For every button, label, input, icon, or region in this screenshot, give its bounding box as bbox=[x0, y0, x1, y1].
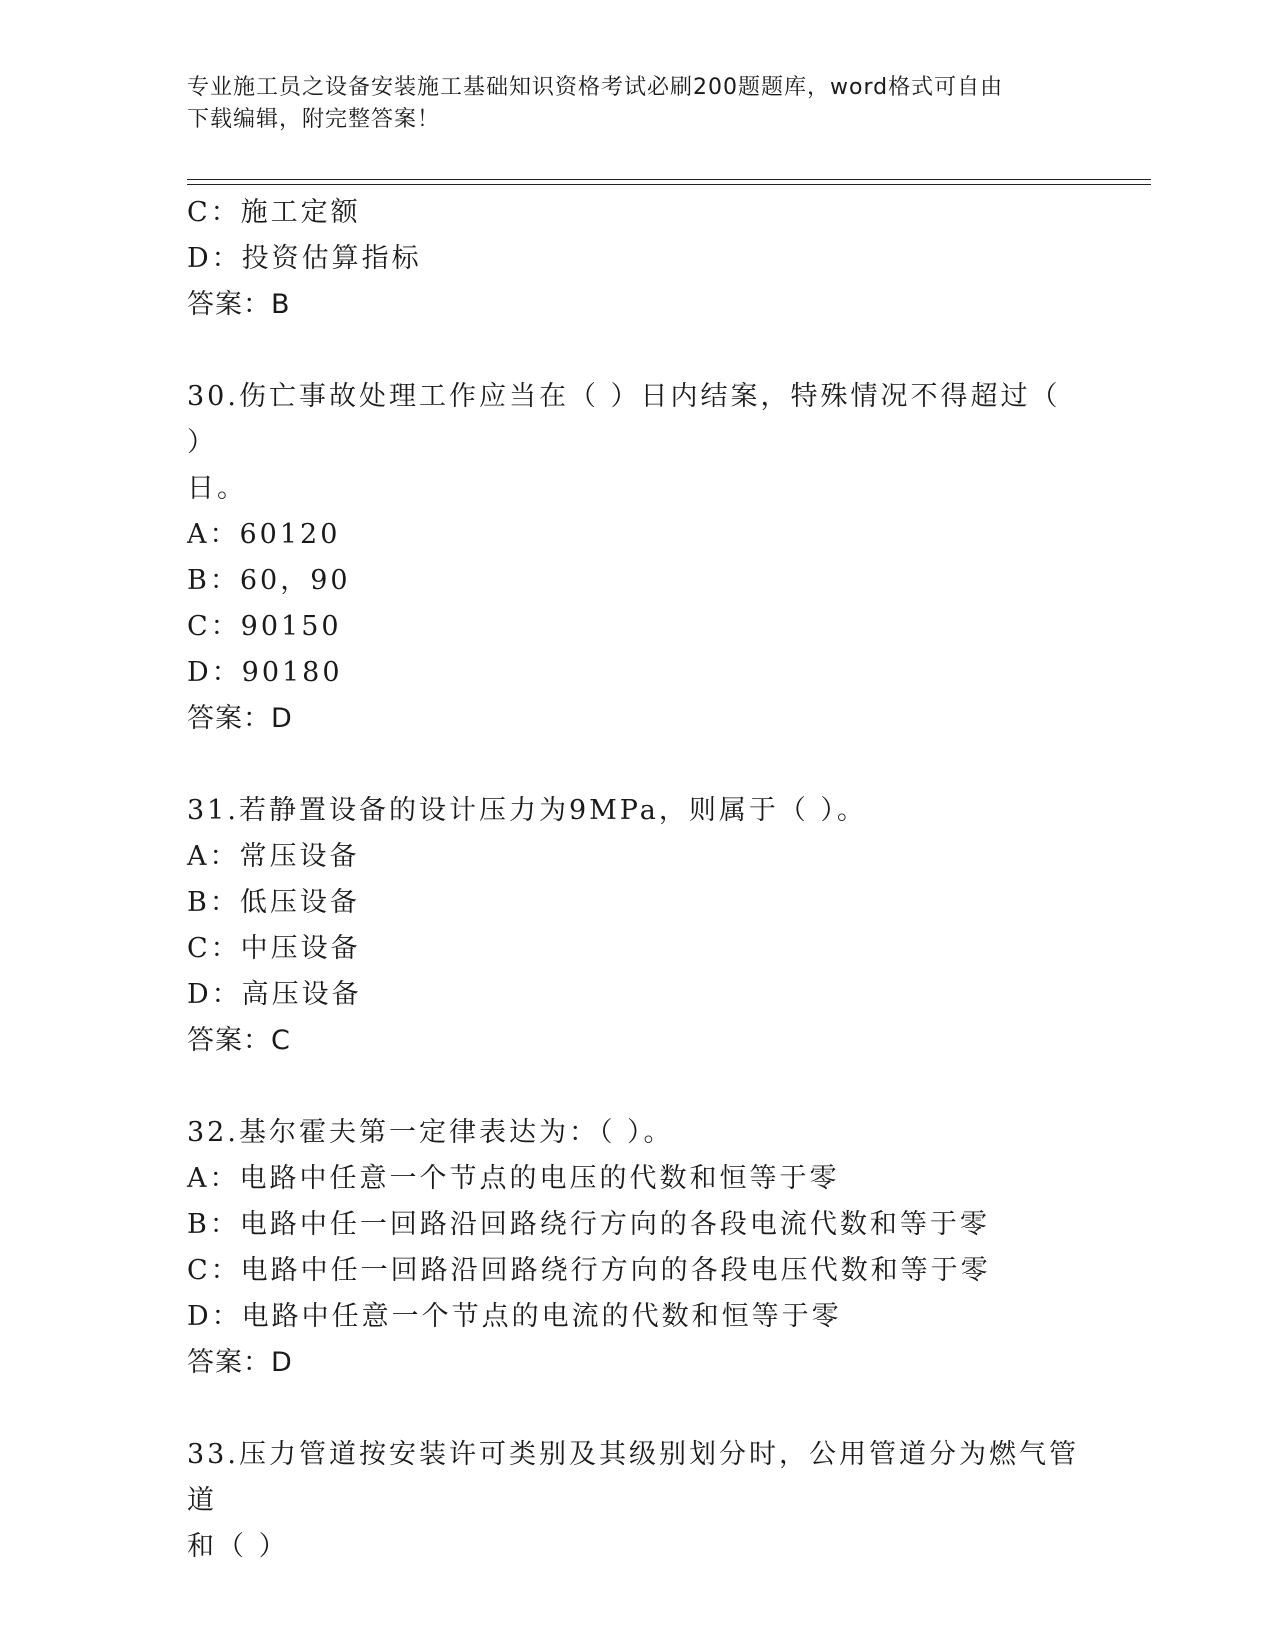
question-stem-line1: 32.基尔霍夫第一定律表达为：（ ）。 bbox=[187, 1117, 674, 1148]
page-header bbox=[187, 72, 1087, 136]
option-c: C：90150 bbox=[187, 611, 342, 642]
spacer bbox=[187, 1386, 1087, 1432]
question-30 bbox=[187, 374, 1087, 742]
question-31 bbox=[187, 788, 1087, 1064]
option-c: C：施工定额 bbox=[187, 197, 361, 228]
option-b: B：60，90 bbox=[187, 565, 351, 596]
option-c: C：电路中任一回路沿回路绕行方向的各段电压代数和等于零 bbox=[187, 1255, 991, 1286]
answer-line: 答案：D bbox=[187, 1347, 293, 1378]
option-b: B：电路中任一回路沿回路绕行方向的各段电流代数和等于零 bbox=[187, 1209, 990, 1240]
option-d: D：高压设备 bbox=[187, 979, 362, 1010]
option-b: B：低压设备 bbox=[187, 887, 360, 918]
answer-line: 答案：B bbox=[187, 289, 291, 320]
answer-line: 答案：C bbox=[187, 1025, 291, 1056]
option-d: D：90180 bbox=[187, 657, 343, 688]
header-divider-top bbox=[187, 179, 1151, 180]
question-list bbox=[187, 190, 1087, 1570]
option-d: D：投资估算指标 bbox=[187, 243, 422, 274]
spacer bbox=[187, 328, 1087, 374]
question-stem-line2: 日。 bbox=[187, 473, 247, 504]
question-stem-line1: 30.伤亡事故处理工作应当在（ ）日内结案，特殊情况不得超过（ ） bbox=[187, 381, 1061, 458]
question-stem-line1: 33.压力管道按安装许可类别及其级别划分时，公用管道分为燃气管道 bbox=[187, 1439, 1079, 1516]
option-a: A：常压设备 bbox=[187, 841, 360, 872]
option-d: D：电路中任意一个节点的电流的代数和恒等于零 bbox=[187, 1301, 842, 1332]
answer-line: 答案：D bbox=[187, 703, 293, 734]
question-32 bbox=[187, 1110, 1087, 1386]
question-stem-line1: 31.若静置设备的设计压力为9MPa，则属于（ ）。 bbox=[187, 795, 867, 826]
question-33 bbox=[187, 1432, 1087, 1570]
question-stem-line2: 和（ ） bbox=[187, 1531, 289, 1562]
spacer bbox=[187, 742, 1087, 788]
option-a: A：电路中任意一个节点的电压的代数和恒等于零 bbox=[187, 1163, 840, 1194]
header-title-line1: 专业施工员之设备安装施工基础知识资格考试必刷200题题库，word格式可自由 bbox=[187, 75, 1004, 100]
spacer bbox=[187, 1064, 1087, 1110]
carryover-block bbox=[187, 190, 1087, 328]
option-a: A：60120 bbox=[187, 519, 341, 550]
header-title-line2: 下载编辑，附完整答案！ bbox=[187, 107, 441, 132]
option-c: C：中压设备 bbox=[187, 933, 361, 964]
header-divider-bottom bbox=[187, 184, 1151, 185]
